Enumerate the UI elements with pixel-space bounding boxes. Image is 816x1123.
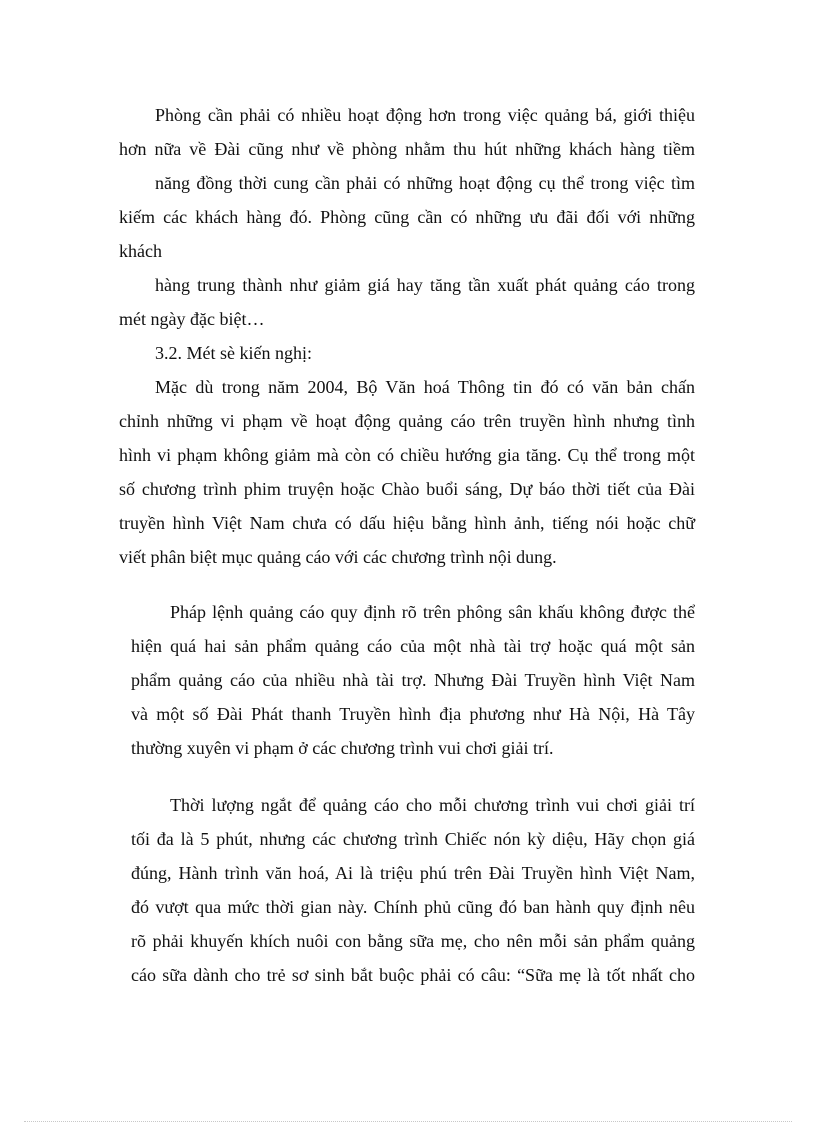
- paragraph-3-line-2: hiện quá hai sản phẩm quảng cáo của một nhà tài trợ hoặc quá một sản: [131, 636, 695, 656]
- paragraph-3-line-4: và một số Đài Phát thanh Truyền hình địa phương như Hà Nội, Hà Tây: [131, 704, 695, 724]
- paragraph-3-line-3: phẩm quảng cáo của nhiều nhà tài trợ. Nhưng Đài Truyền hình Việt Nam: [131, 670, 695, 690]
- paragraph-1-line-4: kiếm các khách hàng đó. Phòng cũng cần có những ưu đãi đối với những: [119, 207, 695, 227]
- paragraph-2-line-4: số chương trình phim truyện hoặc Chào buổi sáng, Dự báo thời tiết của Đài: [119, 479, 695, 499]
- paragraph-4-line-4: đó vượt qua mức thời gian này. Chính phủ cũng đó ban hành quy định nêu: [131, 897, 695, 917]
- paragraph-2-line-3: hình vi phạm không giảm mà còn có chiều hướng gia tăng. Cụ thể trong một: [119, 445, 695, 465]
- paragraph-2-line-5: truyền hình Việt Nam chưa có dấu hiệu bằng hình ảnh, tiếng nói hoặc chữ: [119, 513, 695, 533]
- paragraph-3-line-5: thường xuyên vi phạm ở các chương trình vui chơi giải trí.: [131, 738, 554, 758]
- paragraph-1-line-3: năng đồng thời cung cần phải có những hoạt động cụ thể trong việc tìm: [155, 173, 695, 193]
- paragraph-1-line-2: hơn nữa về Đài cũng như về phòng nhằm thu hút những khách hàng tiềm: [119, 139, 695, 159]
- paragraph-4-line-1: Thời lượng ngắt để quảng cáo cho mỗi chương trình vui chơi giải trí: [170, 795, 695, 815]
- paragraph-2-line-1: Mặc dù trong năm 2004, Bộ Văn hoá Thông tin đó có văn bản chấn: [155, 377, 695, 397]
- paragraph-1-line-5: khách: [119, 241, 162, 261]
- paragraph-4-line-5: rõ phải khuyến khích nuôi con bằng sữa mẹ, cho nên mỗi sản phẩm quảng: [131, 931, 695, 951]
- paragraph-4-line-3: đúng, Hành trình văn hoá, Ai là triệu phú trên Đài Truyền hình Việt Nam,: [131, 863, 695, 883]
- page-bottom-divider: [24, 1121, 792, 1122]
- paragraph-2-line-2: chỉnh những vi phạm về hoạt động quảng cáo trên truyền hình nhưng tình: [119, 411, 695, 431]
- paragraph-2-line-6: viết phân biệt mục quảng cáo với các chương trình nội dung.: [119, 547, 557, 567]
- paragraph-1-line-1: Phòng cần phải có nhiều hoạt động hơn trong việc quảng bá, giới thiệu: [155, 105, 695, 125]
- paragraph-4-line-6: cáo sữa dành cho trẻ sơ sinh bắt buộc phải có câu: “Sữa mẹ là tốt nhất cho: [131, 965, 695, 985]
- paragraph-4-line-2: tối đa là 5 phút, nhưng các chương trình Chiếc nón kỳ diệu, Hãy chọn giá: [131, 829, 695, 849]
- paragraph-3-line-1: Pháp lệnh quảng cáo quy định rõ trên phông sân khấu không được thể: [170, 602, 695, 622]
- section-heading: 3.2. Mét sè kiến nghị:: [155, 343, 312, 363]
- paragraph-1-line-6: hàng trung thành như giảm giá hay tăng tần xuất phát quảng cáo trong: [155, 275, 695, 295]
- paragraph-1-line-7: mét ngày đặc biệt…: [119, 309, 265, 329]
